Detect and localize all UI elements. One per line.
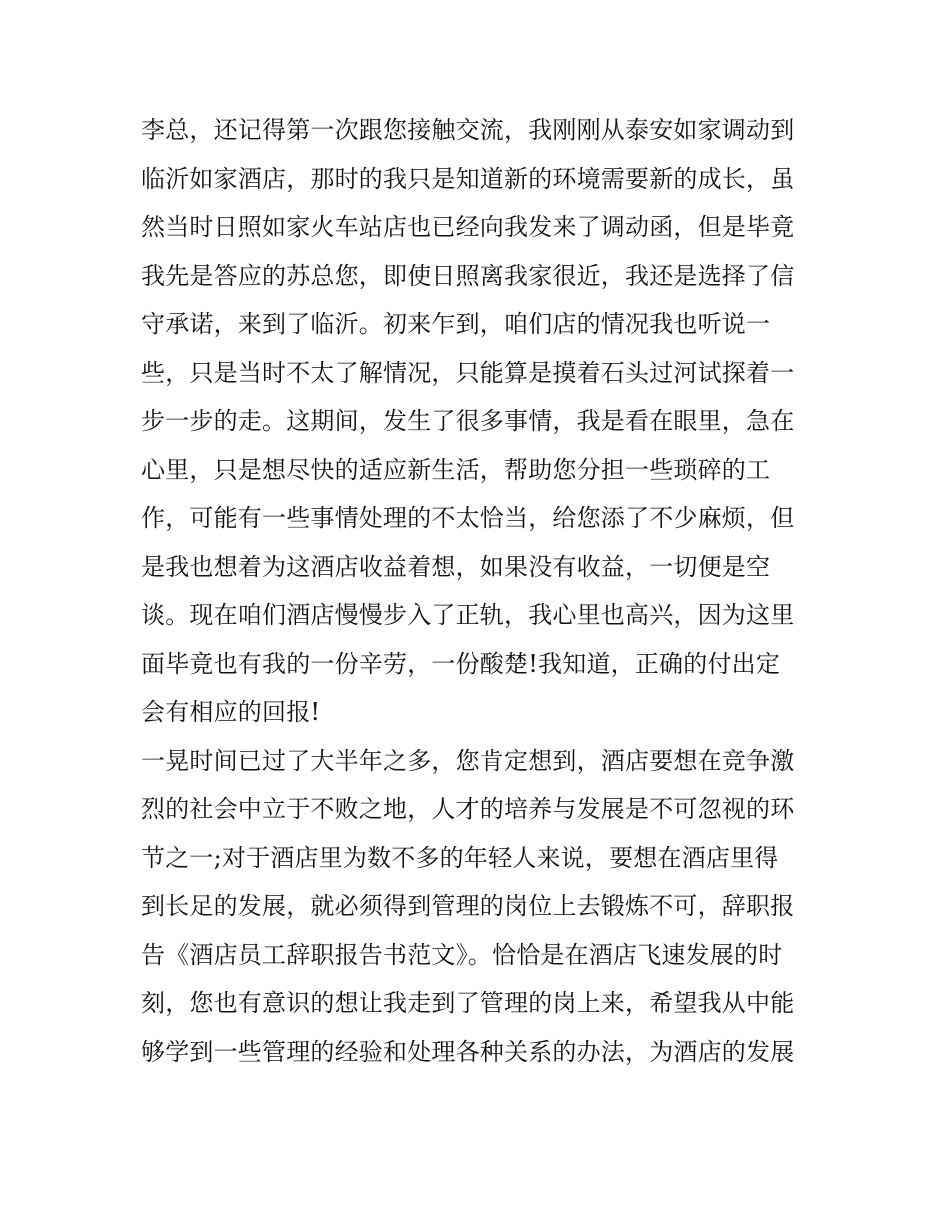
text-line: 刻，您也有意识的想让我走到了管理的岗上来，希望我从中能 — [141, 989, 795, 1017]
text-line: 临沂如家酒店，那时的我只是知道新的环境需要新的成长，虽 — [141, 164, 795, 193]
text-line: 够学到一些管理的经验和处理各种关系的办法，为酒店的发展 — [141, 1037, 795, 1066]
text-line: 我先是答应的苏总您，即使日照离我家很近，我还是选择了信 — [141, 261, 795, 290]
text-line: 然当时日照如家火车站店也已经向我发来了调动函，但是毕竟 — [141, 213, 795, 241]
text-line: 步一步的走。这期间，发生了很多事情，我是看在眼里，急在 — [141, 407, 795, 435]
text-line: 些，只是当时不太了解情况，只能算是摸着石头过河试探着一 — [141, 358, 795, 387]
text-line: 到长足的发展，就必须得到管理的岗位上去锻炼不可，辞职报 — [141, 892, 795, 920]
text-line: 谈。现在咱们酒店慢慢步入了正轨，我心里也高兴，因为这里 — [141, 601, 795, 629]
text-line: 一晃时间已过了大半年之多，您肯定想到，酒店要想在竞争激 — [141, 746, 795, 775]
text-line: 会有相应的回报! — [141, 698, 321, 726]
text-line: 是我也想着为这酒店收益着想，如果没有收益，一切便是空 — [141, 552, 771, 581]
text-line: 告《酒店员工辞职报告书范文》。恰恰是在酒店飞速发展的时 — [141, 940, 783, 969]
text-line: 心里，只是想尽快的适应新生活，帮助您分担一些琐碎的工 — [141, 455, 771, 484]
document-body — [141, 106, 811, 1076]
text-line: 作，可能有一些事情处理的不太恰当，给您添了不少麻烦，但 — [141, 504, 795, 532]
text-line: 面毕竟也有我的一份辛劳，一份酸楚!我知道，正确的付出定 — [141, 649, 781, 678]
text-line: 烈的社会中立于不败之地，人才的培养与发展是不可忽视的环 — [141, 795, 795, 823]
text-line: 守承诺，来到了临沂。初来乍到，咱们店的情况我也听说一 — [141, 310, 771, 338]
text-line: 李总，还记得第一次跟您接触交流，我刚刚从泰安如家调动到 — [141, 116, 795, 144]
text-line: 节之一;对于酒店里为数不多的年轻人来说，要想在酒店里得 — [141, 843, 779, 872]
